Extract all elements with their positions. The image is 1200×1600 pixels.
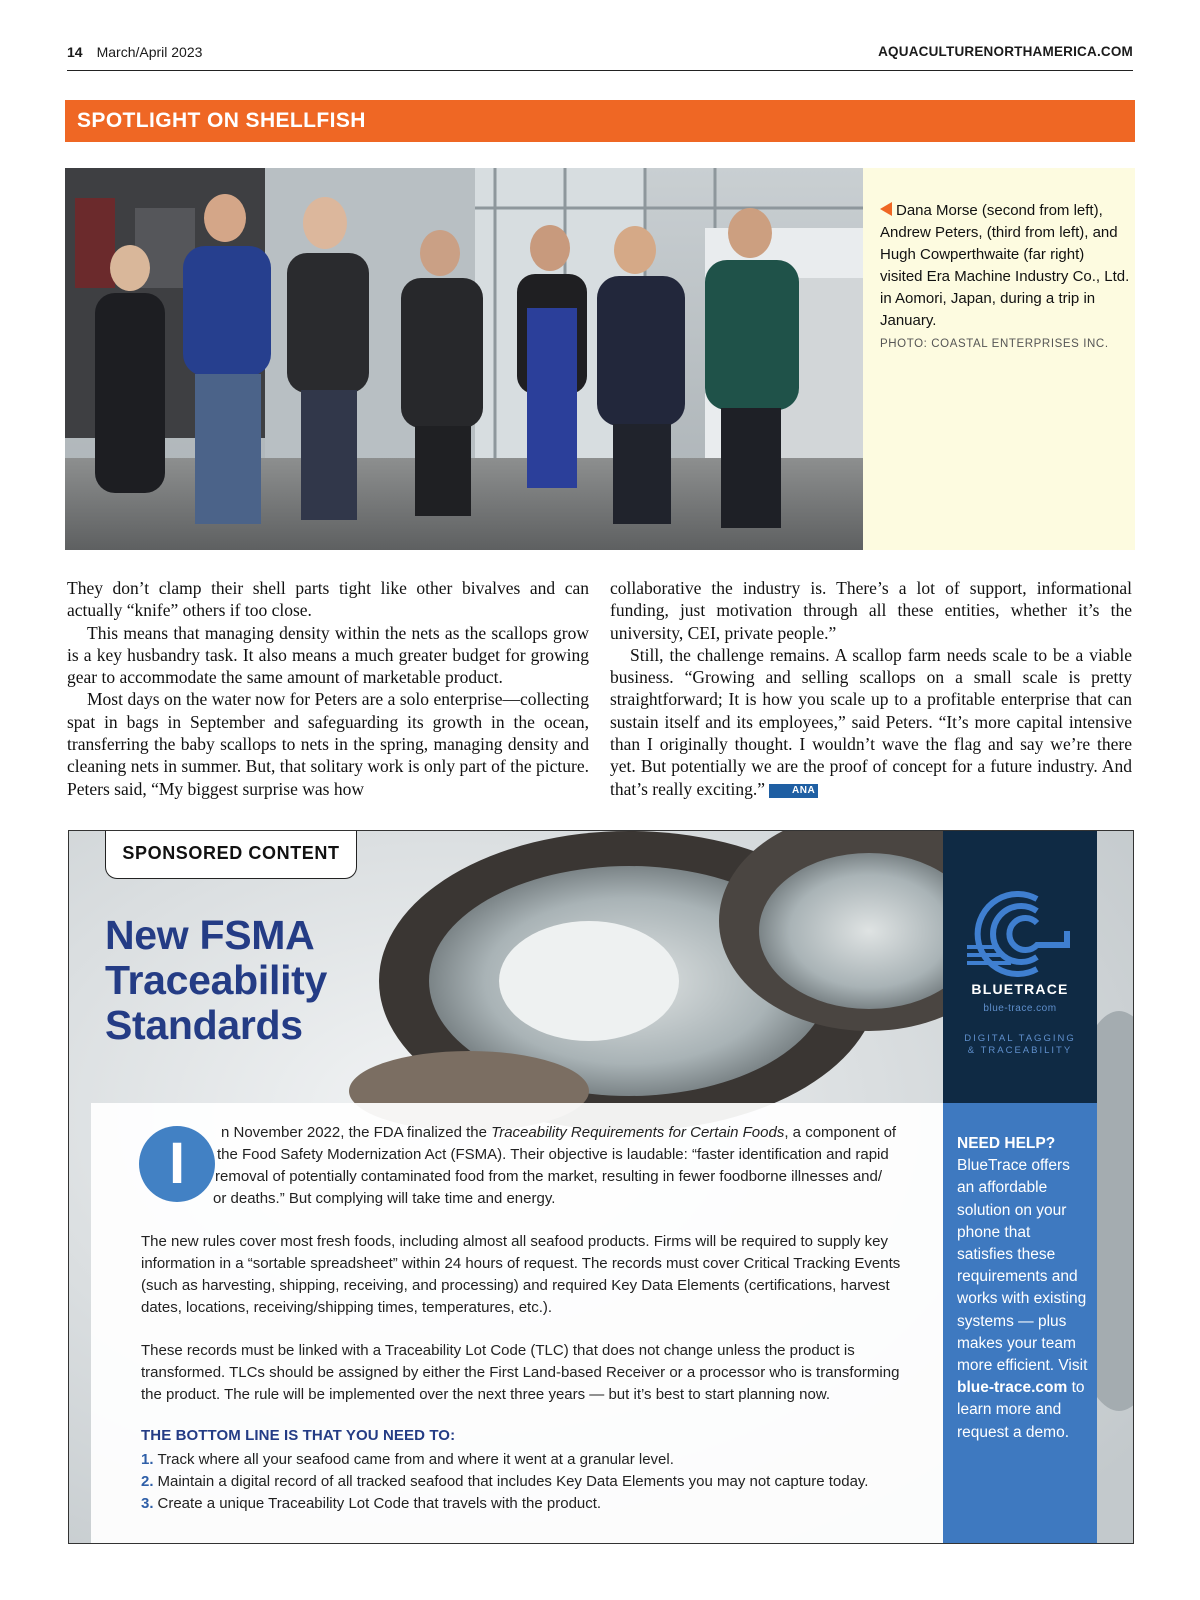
photo-credit: PHOTO: COASTAL ENTERPRISES INC.	[880, 338, 1109, 350]
article-paragraph	[610, 644, 1132, 800]
article-column-left	[67, 577, 589, 800]
article-end-mark: ANA	[769, 784, 818, 798]
site-name: AQUACULTURENORTHAMERICA.COM	[878, 44, 1133, 59]
section-banner	[65, 100, 1135, 142]
need-help-body-end: to learn more and request a demo.	[957, 1379, 1085, 1441]
bluetrace-brand-panel	[943, 831, 1097, 1103]
issue-date: March/April 2023	[96, 44, 203, 60]
bottom-line-text: Track where all your seafood came from and where it went at a granular level.	[157, 1451, 674, 1468]
article-column-right	[610, 577, 1132, 800]
ad-lead-text: , a component of	[784, 1124, 897, 1141]
bottom-line-item	[141, 1471, 917, 1493]
ad-paragraph: The new rules cover most fresh foods, including almost all seafood products. Firms will be required to supply key information in a “sortable spreadsheet” within 24 hours of request. The records must cover Critical Tracking Events (such as harvesting, shipping, receiving, and processing) and required Key Data Elements (certifications, harvest dates, locations, receiving/shipping times, temperatures, etc.).	[141, 1233, 901, 1316]
sponsored-content-tab	[105, 830, 357, 879]
ad-lead-line: removal of potentially contaminated food from the market, resulting in fewer foodborne illnesses and/	[215, 1168, 883, 1185]
ad-title-line: New FSMA	[105, 912, 315, 958]
caption-text: Dana Morse (second from left), Andrew Peters, (third from left), and Hugh Cowperthwaite (far right) visited Era Machine Industry Co., Ltd. in Aomori, Japan, during a trip in January.	[880, 202, 1130, 329]
need-help-panel	[943, 1103, 1097, 1544]
header-rule	[67, 70, 1133, 71]
article-paragraph: This means that managing density within the nets as the scallops grow is a key husbandry task. It also means a much greater budget for growing gear to accommodate the same amount of marketable product.	[67, 622, 589, 688]
bottom-line-number: 2.	[141, 1473, 154, 1490]
ad-title-line: Standards	[105, 1002, 303, 1048]
ad-title	[105, 913, 327, 1048]
need-help-heading: NEED HELP?	[957, 1135, 1056, 1152]
ad-title-line: Traceability	[105, 957, 328, 1003]
ad-paragraph: These records must be linked with a Traceability Lot Code (TLC) that does not change unless the product is transformed. TLCs should be assigned by either the First Land-based Receiver or a processor who is transforming the product. The rule will be implemented over the next three years — but it’s best to start planning now.	[141, 1342, 900, 1403]
section-banner-title: SPOTLIGHT ON SHELLFISH	[77, 109, 366, 132]
bottom-line-heading: THE BOTTOM LINE IS THAT YOU NEED TO:	[141, 1427, 456, 1444]
drop-cap: I	[139, 1126, 215, 1202]
page-header-left	[67, 44, 202, 60]
photo-caption	[880, 200, 1130, 332]
group-photo-image	[65, 168, 863, 550]
bottom-line-number: 1.	[141, 1451, 154, 1468]
caption-arrow-icon	[880, 202, 892, 216]
article-paragraph: They don’t clamp their shell parts tight like other bivalves and can actually “knife” others if too close.	[67, 578, 589, 621]
bluetrace-tagline: & TRACEABILITY	[967, 1045, 1073, 1056]
bluetrace-name: BLUETRACE	[971, 981, 1069, 997]
article-paragraph-text: Still, the challenge remains. A scallop farm needs scale to be a viable business. “Growing and selling scallops on a small scale is pretty straightforward; It is how you scale up to a profitable enterprise that can sustain itself and its employees,” said Peters. “It’s more capital intensive than I originally thought. I wouldn’t wave the flag and say we’re there yet. But potentially we are the proof of concept for a future industry. And that’s really exciting.”	[610, 644, 1132, 799]
bottom-line-item	[141, 1449, 917, 1471]
ad-body	[91, 1103, 943, 1544]
bottom-line-item	[141, 1493, 917, 1515]
bluetrace-logo-icon	[967, 891, 1073, 977]
photo-caption-box	[863, 168, 1135, 550]
page-number: 14	[67, 44, 83, 60]
need-help-link[interactable]: blue-trace.com	[957, 1379, 1068, 1397]
bottom-line-number: 3.	[141, 1495, 154, 1512]
need-help-text	[957, 1133, 1089, 1444]
ad-lead-text: n November 2022, the FDA finalized the	[221, 1124, 492, 1141]
bottom-line-text: Maintain a digital record of all tracked seafood that includes Key Data Elements you may not capture today.	[157, 1473, 869, 1490]
sponsored-content-label: SPONSORED CONTENT	[122, 843, 340, 863]
bottom-line-text: Create a unique Traceability Lot Code that travels with the product.	[157, 1495, 602, 1512]
article-paragraph: Most days on the water now for Peters are a solo enterprise—collecting spat in bags in September and safeguarding its growth in the ocean, transferring the baby scallops to nets in the spring, managing density and cleaning nets in summer. But, that solitary work is only part of the picture. Peters said, “My biggest surprise was how	[67, 689, 589, 799]
bluetrace-tagline: DIGITAL TAGGING	[964, 1033, 1076, 1044]
article-paragraph: collaborative the industry is. There’s a lot of support, informational funding, just motivation through all these entities, whether it’s the university, CEI, private people.”	[610, 578, 1132, 643]
ad-lead-line: the Food Safety Modernization Act (FSMA). Their objective is laudable: “faster identification and rapid	[217, 1146, 889, 1163]
group-photo	[65, 168, 863, 550]
ad-lead-line: or deaths.” But complying will take time and energy.	[213, 1190, 556, 1207]
ad-lead-line	[221, 1122, 931, 1144]
sponsored-ad	[68, 830, 1134, 1544]
ad-lead-italic: Traceability Requirements for Certain Foods	[491, 1124, 785, 1141]
bluetrace-url[interactable]: blue-trace.com	[983, 1003, 1057, 1014]
need-help-body: BlueTrace offers an affordable solution on your phone that satisfies these requirements and works with existing systems — plus makes your team more efficient. Visit	[957, 1157, 1088, 1375]
